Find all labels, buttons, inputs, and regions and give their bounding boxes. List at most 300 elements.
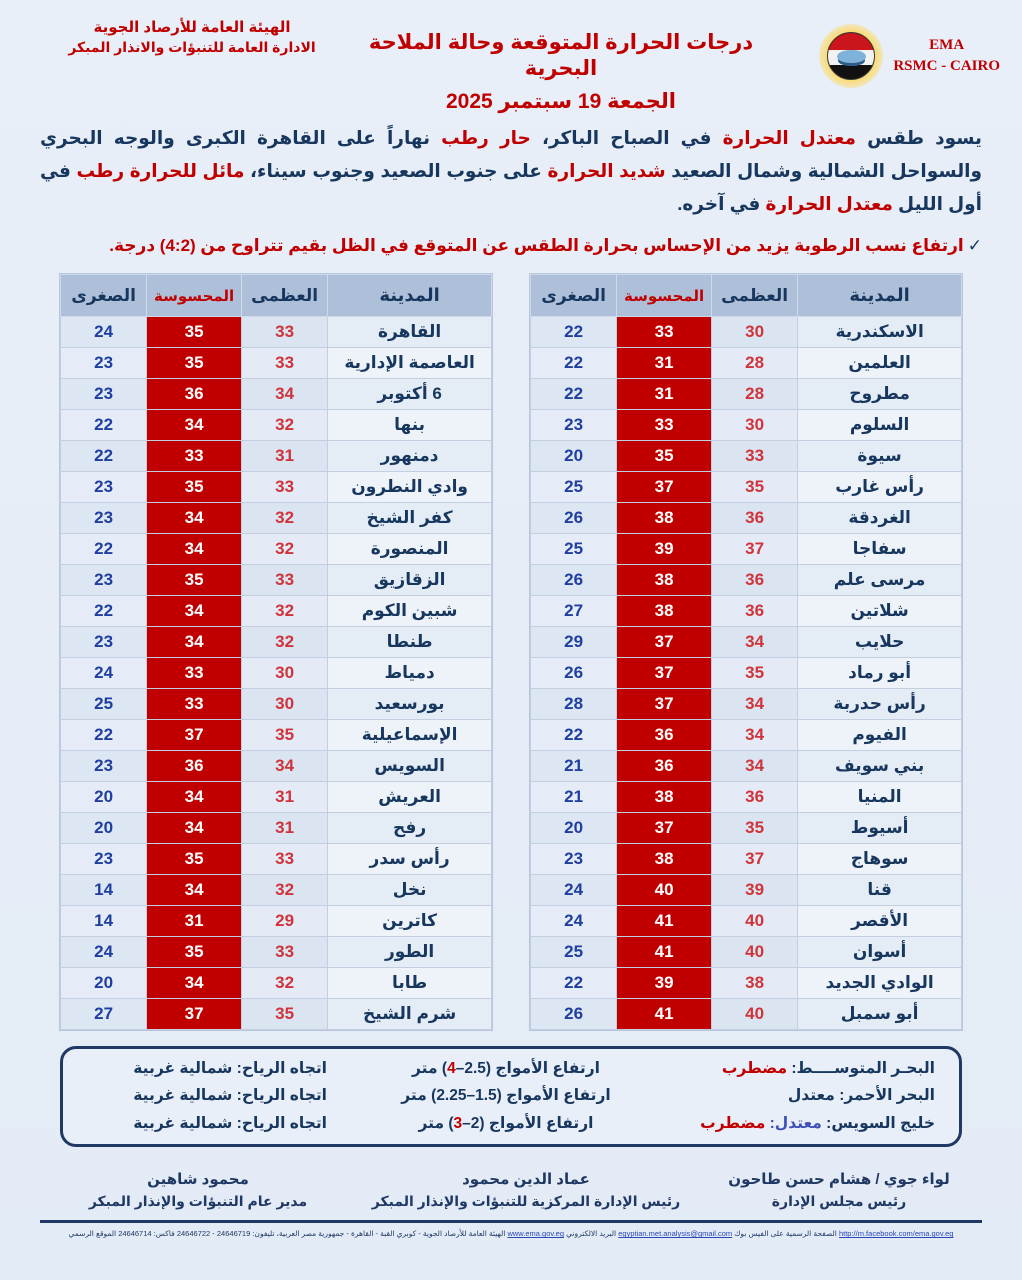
cell-min-temp: 23 <box>61 503 147 534</box>
organization-name: الهيئة العامة للأرصاد الجوية <box>93 19 291 36</box>
column-header-feels: المحسوسة <box>617 275 712 317</box>
cell-min-temp: 22 <box>531 379 617 410</box>
summary-seg-3: في الصباح الباكر، <box>530 127 723 148</box>
cell-feels-like-temp: 35 <box>147 317 242 348</box>
table-row <box>531 937 962 968</box>
cell-max-temp: 29 <box>242 906 328 937</box>
table-row <box>531 534 962 565</box>
cell-min-temp: 25 <box>531 472 617 503</box>
cell-max-temp: 30 <box>242 658 328 689</box>
cell-max-temp: 40 <box>712 906 798 937</box>
marine-sea-label: البحر الأحمر: <box>834 1087 935 1105</box>
table-row <box>61 596 492 627</box>
cell-feels-like-temp: 36 <box>147 751 242 782</box>
cell-min-temp: 26 <box>531 658 617 689</box>
cell-min-temp: 22 <box>61 410 147 441</box>
marine-sea-state <box>685 1059 935 1079</box>
cell-city: مرسى علم <box>798 565 962 596</box>
organization-block <box>22 10 362 57</box>
table-row <box>531 348 962 379</box>
cell-feels-like-temp: 35 <box>147 472 242 503</box>
table-row <box>531 999 962 1030</box>
cell-max-temp: 32 <box>242 968 328 999</box>
cell-min-temp: 27 <box>531 596 617 627</box>
cell-min-temp: 22 <box>61 596 147 627</box>
cell-feels-like-temp: 35 <box>617 441 712 472</box>
ema-logo-block <box>750 10 1000 88</box>
cell-max-temp: 40 <box>712 937 798 968</box>
cell-min-temp: 25 <box>531 937 617 968</box>
signature-3-role: رئيس مجلس الإدارة <box>771 1193 907 1210</box>
cell-feels-like-temp: 36 <box>147 379 242 410</box>
wind-value: شمالية غربية <box>133 1114 233 1132</box>
summary-seg-8: مائل للحرارة رطب <box>76 159 245 181</box>
summary-seg-9: في أول الليل <box>40 159 982 214</box>
cell-feels-like-temp: 33 <box>617 410 712 441</box>
signature-2-role: رئيس الإدارة المركزية للتنبؤات والإنذار المبكر <box>371 1193 681 1210</box>
bulletin-date: الجمعة 19 سبتمبر 2025 <box>446 89 676 113</box>
cell-min-temp: 26 <box>531 565 617 596</box>
cell-feels-like-temp: 38 <box>617 782 712 813</box>
cell-min-temp: 20 <box>531 441 617 472</box>
column-header-min: الصغرى <box>61 275 147 317</box>
cell-city: بورسعيد <box>328 689 492 720</box>
temperature-table-cairo-delta <box>60 274 492 1030</box>
wave-suffix: ) متر <box>412 1060 448 1078</box>
marine-wave-height <box>356 1114 656 1134</box>
cell-max-temp: 28 <box>712 348 798 379</box>
cell-city: أسيوط <box>798 813 962 844</box>
cell-feels-like-temp: 39 <box>617 968 712 999</box>
cell-max-temp: 36 <box>712 596 798 627</box>
marine-sea-state-value-b: مضطرب <box>700 1114 766 1132</box>
wave-suffix: ) متر <box>401 1087 437 1105</box>
cell-feels-like-temp: 34 <box>147 813 242 844</box>
cell-min-temp: 22 <box>531 348 617 379</box>
cell-min-temp: 28 <box>531 689 617 720</box>
wave-dash: – <box>466 1087 476 1105</box>
table-row <box>61 937 492 968</box>
wind-value: شمالية غربية <box>133 1087 233 1105</box>
cell-max-temp: 35 <box>242 999 328 1030</box>
cell-min-temp: 24 <box>61 658 147 689</box>
marine-sea-state-value-a: معتدل: <box>765 1114 822 1132</box>
table-row <box>61 379 492 410</box>
cell-city: سفاجا <box>798 534 962 565</box>
column-header-max: العظمى <box>242 275 328 317</box>
marine-waves-column <box>356 1059 656 1133</box>
table-row <box>531 410 962 441</box>
marine-wind-direction <box>87 1114 327 1134</box>
cell-min-temp: 22 <box>531 720 617 751</box>
humidity-note <box>40 233 982 259</box>
cell-feels-like-temp: 37 <box>617 689 712 720</box>
document-header <box>0 0 1022 118</box>
marine-conditions-box <box>60 1046 962 1146</box>
wave-high-value: 3 <box>453 1114 463 1132</box>
signature-2-name: عماد الدين محمود <box>462 1170 590 1188</box>
cell-min-temp: 27 <box>61 999 147 1030</box>
marine-wave-height <box>356 1059 656 1079</box>
cell-min-temp: 24 <box>61 317 147 348</box>
cell-feels-like-temp: 41 <box>617 999 712 1030</box>
cell-city: سيوة <box>798 441 962 472</box>
ema-acronym-text <box>893 35 1000 77</box>
cell-max-temp: 33 <box>242 348 328 379</box>
cell-feels-like-temp: 34 <box>147 875 242 906</box>
table-row <box>531 751 962 782</box>
facebook-label: الصفحة الرسمية على الفيس بوك <box>734 1229 837 1239</box>
cell-city: السويس <box>328 751 492 782</box>
cell-feels-like-temp: 41 <box>617 906 712 937</box>
cell-min-temp: 23 <box>61 472 147 503</box>
table-row <box>61 751 492 782</box>
cell-min-temp: 21 <box>531 751 617 782</box>
cell-max-temp: 34 <box>712 720 798 751</box>
marine-sea-state <box>685 1086 935 1106</box>
cell-city: الغردقة <box>798 503 962 534</box>
cell-max-temp: 32 <box>242 627 328 658</box>
signature-block-2 <box>361 1169 691 1213</box>
table-row <box>531 317 962 348</box>
table-row <box>61 317 492 348</box>
cell-feels-like-temp: 34 <box>147 968 242 999</box>
checkmark-icon: ✓ <box>967 235 982 255</box>
cell-city: الإسماعيلية <box>328 720 492 751</box>
table-row <box>61 813 492 844</box>
cell-city: القاهرة <box>328 317 492 348</box>
cell-max-temp: 30 <box>712 410 798 441</box>
table-row <box>61 503 492 534</box>
cell-feels-like-temp: 34 <box>147 503 242 534</box>
cell-feels-like-temp: 33 <box>147 658 242 689</box>
cell-min-temp: 22 <box>531 968 617 999</box>
cell-feels-like-temp: 39 <box>617 534 712 565</box>
wave-prefix: ارتفاع الأمواج ( <box>479 1114 594 1132</box>
cell-feels-like-temp: 35 <box>147 348 242 379</box>
cell-city: العاصمة الإدارية <box>328 348 492 379</box>
wave-dash: – <box>462 1114 471 1132</box>
cell-max-temp: 31 <box>242 441 328 472</box>
cell-feels-like-temp: 37 <box>147 999 242 1030</box>
cell-max-temp: 32 <box>242 503 328 534</box>
cell-feels-like-temp: 38 <box>617 596 712 627</box>
cell-city: رأس غارب <box>798 472 962 503</box>
table-row <box>61 658 492 689</box>
table-row <box>61 782 492 813</box>
table-body-right <box>61 317 492 1030</box>
wave-dash: – <box>455 1060 465 1078</box>
forecast-summary <box>40 122 982 221</box>
cell-city: المنصورة <box>328 534 492 565</box>
cell-max-temp: 32 <box>242 596 328 627</box>
cell-feels-like-temp: 38 <box>617 565 712 596</box>
cell-max-temp: 34 <box>242 751 328 782</box>
cell-city: سوهاج <box>798 844 962 875</box>
cell-min-temp: 20 <box>531 813 617 844</box>
cell-feels-like-temp: 34 <box>147 596 242 627</box>
table-row <box>531 689 962 720</box>
table-row <box>61 565 492 596</box>
table-row <box>531 720 962 751</box>
marine-wind-direction <box>87 1059 327 1079</box>
cell-city: رأس حدربة <box>798 689 962 720</box>
cell-max-temp: 34 <box>712 751 798 782</box>
table-row <box>61 689 492 720</box>
cell-feels-like-temp: 33 <box>617 317 712 348</box>
marine-wind-direction <box>87 1086 327 1106</box>
cell-feels-like-temp: 34 <box>147 410 242 441</box>
table-row <box>531 441 962 472</box>
footer-divider <box>40 1220 982 1223</box>
marine-sea-label: البحـر المتوســــط: <box>787 1060 935 1078</box>
cell-city: وادي النطرون <box>328 472 492 503</box>
wave-high-value: 2.25 <box>436 1087 467 1105</box>
signature-1-role: مدير عام التنبؤات والإنذار المبكر <box>88 1193 308 1210</box>
cell-max-temp: 35 <box>242 720 328 751</box>
ema-line-1: EMA <box>929 37 965 53</box>
table-row <box>531 596 962 627</box>
summary-seg-1: يسود طقس <box>856 127 982 148</box>
cell-city: العريش <box>328 782 492 813</box>
cell-min-temp: 23 <box>61 348 147 379</box>
cell-city: دمياط <box>328 658 492 689</box>
cell-min-temp: 14 <box>61 906 147 937</box>
table-row <box>531 813 962 844</box>
cell-city: حلايب <box>798 627 962 658</box>
cell-max-temp: 32 <box>242 875 328 906</box>
table-row <box>531 379 962 410</box>
website-link[interactable]: www.ema.gov.eg <box>507 1229 565 1239</box>
ema-emblem-icon <box>819 24 883 88</box>
wave-low-value: 1.5 <box>475 1087 497 1105</box>
cell-max-temp: 32 <box>242 534 328 565</box>
cell-city: أبو رماد <box>798 658 962 689</box>
cell-feels-like-temp: 38 <box>617 844 712 875</box>
cell-min-temp: 23 <box>531 410 617 441</box>
table-row <box>61 999 492 1030</box>
table-row <box>531 782 962 813</box>
cell-min-temp: 23 <box>531 844 617 875</box>
cell-feels-like-temp: 37 <box>617 813 712 844</box>
cell-feels-like-temp: 31 <box>617 379 712 410</box>
marine-sea-column <box>685 1059 935 1133</box>
wind-label: اتجاه الرياح: <box>232 1114 327 1132</box>
cell-min-temp: 23 <box>61 844 147 875</box>
table-header-row <box>531 275 962 317</box>
cell-max-temp: 37 <box>712 534 798 565</box>
cell-max-temp: 33 <box>242 565 328 596</box>
humidity-note-text: ارتفاع نسب الرطوبة يزيد من الإحساس بحرارة الطقس عن المتوقع في الظل بقيم تتراوح من (4:2) درجة. <box>109 235 964 255</box>
cell-min-temp: 24 <box>531 875 617 906</box>
cell-max-temp: 30 <box>242 689 328 720</box>
cell-feels-like-temp: 35 <box>147 565 242 596</box>
cell-city: الطور <box>328 937 492 968</box>
cell-city: الفيوم <box>798 720 962 751</box>
table-row <box>531 968 962 999</box>
cell-max-temp: 38 <box>712 968 798 999</box>
wave-low-value: 2 <box>470 1114 480 1132</box>
table-row <box>61 627 492 658</box>
cell-feels-like-temp: 36 <box>617 720 712 751</box>
cell-city: مطروح <box>798 379 962 410</box>
marine-wind-column <box>87 1059 327 1133</box>
temperature-tables <box>60 274 962 1030</box>
table-row <box>61 348 492 379</box>
email-link[interactable]: egyptian.met.analysis@gmail.com <box>618 1229 733 1239</box>
cell-feels-like-temp: 37 <box>147 720 242 751</box>
marine-conditions-wrap <box>60 1046 962 1146</box>
cell-max-temp: 36 <box>712 782 798 813</box>
wave-low-value: 2.5 <box>464 1060 486 1078</box>
summary-seg-6: شديد الحرارة <box>547 159 666 181</box>
cell-feels-like-temp: 34 <box>147 627 242 658</box>
facebook-link[interactable]: http://m.facebook.com/ema.gov.eg <box>838 1229 954 1239</box>
cell-feels-like-temp: 34 <box>147 534 242 565</box>
wave-prefix: ارتفاع الأمواج ( <box>496 1087 611 1105</box>
column-header-min: الصغرى <box>531 275 617 317</box>
summary-seg-2: معتدل الحرارة <box>722 127 856 148</box>
cell-max-temp: 30 <box>712 317 798 348</box>
cell-min-temp: 25 <box>61 689 147 720</box>
wind-label: اتجاه الرياح: <box>232 1087 327 1105</box>
summary-seg-11: في آخره. <box>677 192 766 214</box>
cell-min-temp: 23 <box>61 565 147 596</box>
cell-min-temp: 22 <box>531 317 617 348</box>
cell-max-temp: 36 <box>712 503 798 534</box>
cell-feels-like-temp: 33 <box>147 441 242 472</box>
cell-city: طابا <box>328 968 492 999</box>
table-row <box>531 906 962 937</box>
cell-city: رفح <box>328 813 492 844</box>
cell-city: دمنهور <box>328 441 492 472</box>
page-title: درجات الحرارة المتوقعة وحالة الملاحة البحرية <box>368 31 754 81</box>
table-row <box>531 627 962 658</box>
marine-sea-state-value: مضطرب <box>721 1060 788 1078</box>
cell-city: أبو سمبل <box>798 999 962 1030</box>
cell-city: العلمين <box>798 348 962 379</box>
table-row <box>531 565 962 596</box>
wave-high-value: 4 <box>447 1060 456 1078</box>
cell-max-temp: 39 <box>712 875 798 906</box>
cell-feels-like-temp: 35 <box>147 844 242 875</box>
cell-max-temp: 32 <box>242 410 328 441</box>
cell-city: الوادي الجديد <box>798 968 962 999</box>
table-row <box>61 875 492 906</box>
cell-min-temp: 14 <box>61 875 147 906</box>
table-row <box>61 410 492 441</box>
wave-suffix: ) متر <box>418 1114 454 1132</box>
table-row <box>61 844 492 875</box>
address-text: الهيئة العامة للأرصاد الجوية - كوبري القبة - القاهرة - جمهورية مصر العربية، تليفون: 24646719 - 24646722 فاكس: 24646714 الموقع الرسمي <box>68 1229 506 1239</box>
table-row <box>61 472 492 503</box>
cell-feels-like-temp: 31 <box>617 348 712 379</box>
cell-max-temp: 36 <box>712 565 798 596</box>
cell-min-temp: 22 <box>61 534 147 565</box>
table-body-left <box>531 317 962 1030</box>
cell-min-temp: 23 <box>61 627 147 658</box>
cell-max-temp: 35 <box>712 472 798 503</box>
cell-feels-like-temp: 37 <box>617 472 712 503</box>
cell-city: رأس سدر <box>328 844 492 875</box>
table-row <box>531 844 962 875</box>
cell-max-temp: 37 <box>712 844 798 875</box>
temperature-table-coast-saeed <box>530 274 962 1030</box>
table-row <box>61 534 492 565</box>
emblem-disc <box>827 32 875 80</box>
cell-max-temp: 33 <box>242 844 328 875</box>
cell-max-temp: 33 <box>242 937 328 968</box>
cell-city: بني سويف <box>798 751 962 782</box>
marine-sea-state <box>685 1114 935 1134</box>
marine-sea-label: خليج السويس: <box>821 1114 935 1132</box>
cell-min-temp: 23 <box>61 379 147 410</box>
signatures-footer <box>48 1169 974 1213</box>
cell-city: الزقازيق <box>328 565 492 596</box>
cell-min-temp: 24 <box>531 906 617 937</box>
cell-city: السلوم <box>798 410 962 441</box>
summary-seg-4: حار رطب <box>441 127 531 148</box>
cell-min-temp: 20 <box>61 968 147 999</box>
table-row <box>61 441 492 472</box>
cell-feels-like-temp: 31 <box>147 906 242 937</box>
cell-feels-like-temp: 40 <box>617 875 712 906</box>
marine-sea-state-value: معتدل <box>787 1087 835 1105</box>
cell-city: قنا <box>798 875 962 906</box>
cell-city: طنطا <box>328 627 492 658</box>
table-row <box>531 503 962 534</box>
cell-max-temp: 31 <box>242 813 328 844</box>
column-header-city: المدينة <box>798 275 962 317</box>
column-header-max: العظمى <box>712 275 798 317</box>
cell-city: كاترين <box>328 906 492 937</box>
column-header-city: المدينة <box>328 275 492 317</box>
cell-max-temp: 40 <box>712 999 798 1030</box>
cell-feels-like-temp: 37 <box>617 658 712 689</box>
cell-min-temp: 29 <box>531 627 617 658</box>
cell-max-temp: 34 <box>242 379 328 410</box>
cell-city: المنيا <box>798 782 962 813</box>
cell-max-temp: 35 <box>712 658 798 689</box>
table-row <box>61 968 492 999</box>
table-header-row <box>61 275 492 317</box>
cell-feels-like-temp: 41 <box>617 937 712 968</box>
cell-min-temp: 25 <box>531 534 617 565</box>
cell-city: شبين الكوم <box>328 596 492 627</box>
cell-max-temp: 33 <box>242 317 328 348</box>
cell-max-temp: 34 <box>712 627 798 658</box>
cell-max-temp: 33 <box>712 441 798 472</box>
cell-feels-like-temp: 33 <box>147 689 242 720</box>
cell-feels-like-temp: 37 <box>617 627 712 658</box>
cell-feels-like-temp: 38 <box>617 503 712 534</box>
cell-city: شرم الشيخ <box>328 999 492 1030</box>
table-row <box>61 906 492 937</box>
table-row <box>531 875 962 906</box>
cell-min-temp: 20 <box>61 782 147 813</box>
cell-city: شلاتين <box>798 596 962 627</box>
cell-city: كفر الشيخ <box>328 503 492 534</box>
cell-city: بنها <box>328 410 492 441</box>
cell-min-temp: 23 <box>61 751 147 782</box>
department-name: الادارة العامة للتنبؤات والانذار المبكر <box>68 39 316 56</box>
cell-feels-like-temp: 35 <box>147 937 242 968</box>
signature-block-3 <box>704 1169 974 1213</box>
summary-seg-5: نهاراً على القاهرة الكبرى والوجه البحري والسواحل الشمالية وشمال الصعيد <box>40 127 982 181</box>
cell-feels-like-temp: 34 <box>147 782 242 813</box>
wind-label: اتجاه الرياح: <box>232 1060 327 1078</box>
cell-city: أسوان <box>798 937 962 968</box>
